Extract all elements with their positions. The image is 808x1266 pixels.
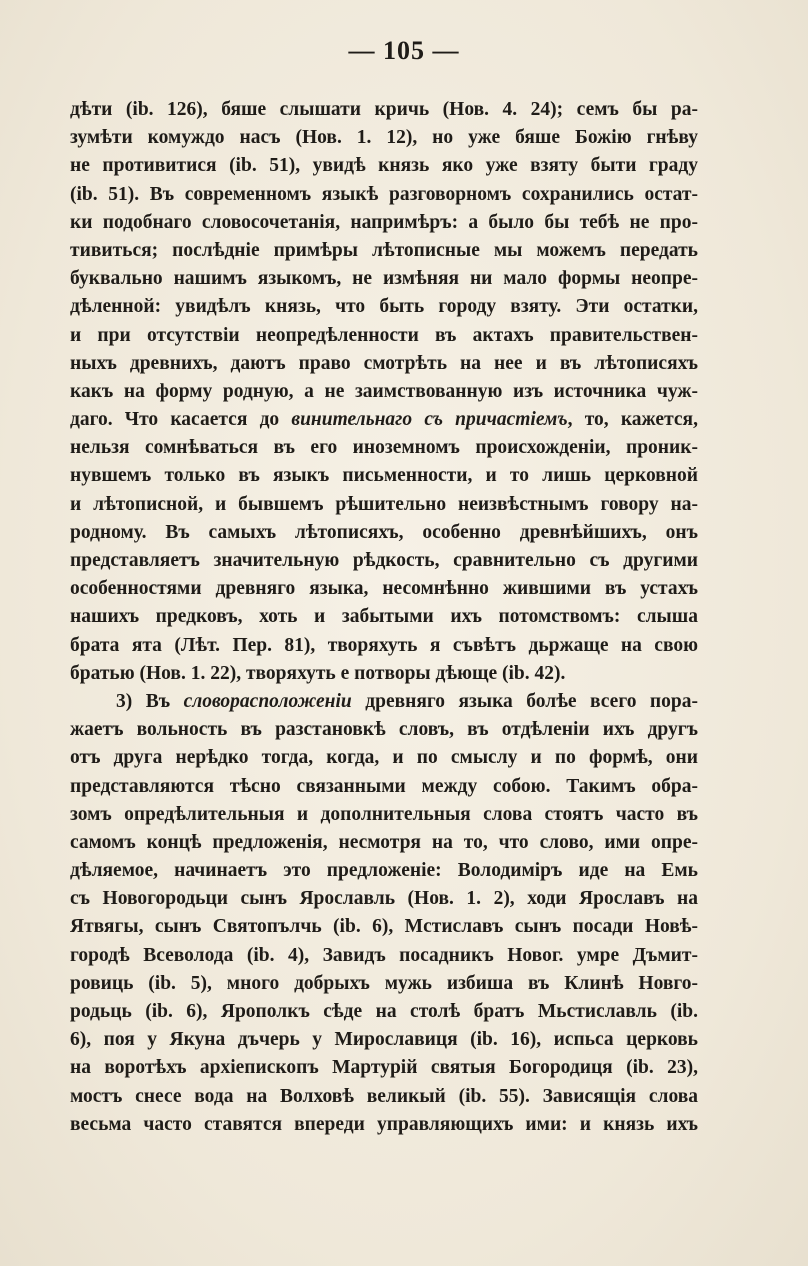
text-span: нувшемъ только въ языкъ письменности, и то лишь церковной — [70, 465, 698, 487]
text-line — [70, 998, 698, 1026]
text-span: особенностями древняго языка, несомнѣнно жившими въ устахъ — [70, 578, 698, 600]
text-span: 6), поя у Якуна дъчерь у Мирославиця (ib. 16), испьса церковь — [70, 1029, 698, 1051]
text-line — [70, 885, 698, 913]
text-line — [70, 491, 698, 519]
text-span: брата ята (Лѣт. Пер. 81), творяхуть я съвѣтъ дьржаще на свою — [70, 634, 698, 656]
text-span: представляетъ значительную рѣдкость, сравнительно съ другими — [70, 550, 698, 571]
text-line — [70, 237, 698, 265]
text-line — [70, 462, 698, 490]
text-line — [70, 773, 698, 801]
text-line — [70, 293, 698, 321]
text-span: и лѣтописной, и бывшемъ рѣшительно неизвѣстнымъ говору на- — [70, 493, 698, 515]
text-span: тивиться; послѣднiе примѣры лѣтописные мы можемъ передать — [70, 239, 698, 261]
text-span: на воротѣхъ архiепископъ Мартурiй святыя Богородиця (ib. 23), — [70, 1057, 698, 1079]
text-line — [70, 1054, 698, 1082]
text-line — [70, 547, 698, 575]
text-line — [70, 322, 698, 350]
text-span: весьма часто ставятся впереди управляющихъ ими: и князь ихъ — [70, 1113, 698, 1135]
text-span: дѣленной: увидѣлъ князь, что быть городу взяту. Эти остатки, — [70, 296, 698, 318]
text-line — [70, 970, 698, 998]
text-span: древняго языка болѣе всего пора- — [351, 690, 698, 712]
text-span: съ Новогородьци сынъ Ярославль (Нов. 1. 2), ходи Ярославъ на — [70, 888, 698, 910]
text-line — [70, 829, 698, 857]
text-line — [70, 632, 698, 660]
text-line — [70, 575, 698, 603]
text-line — [70, 406, 698, 434]
text-span: дѣти (ib. 126), бяше слышати кричь (Нов. 4. 24); семъ бы ра- — [70, 99, 698, 120]
text-span: зумѣти комуждо насъ (Нов. 1. 12), но уже бяше Божiю гнѣву — [70, 127, 698, 149]
text-span: зомъ опредѣлительныя и дополнительныя слова стоятъ часто въ — [70, 803, 698, 825]
text-line — [70, 801, 698, 829]
page-number: — 105 — — [348, 36, 460, 65]
text-span: представляются тѣсно связанными между собою. Такимъ обра- — [70, 775, 698, 797]
text-span: городѣ Всеволода (ib. 4), Завидъ посадникъ Новог. умре Дъмит- — [70, 944, 698, 966]
text-span: братью (Нов. 1. 22), творяхуть е потворы дѣюще (ib. 42). — [70, 662, 566, 684]
text-span: ки подобнаго словосочетанiя, напримѣръ: а было бы тебѣ не про- — [70, 211, 698, 233]
italic-term: словорасположенiи — [183, 690, 352, 712]
text-line — [70, 913, 698, 941]
text-span: ровиць (ib. 5), много добрыхъ мужь избиша въ Клинѣ Новго- — [70, 972, 698, 994]
text-line — [70, 603, 698, 631]
body-text — [70, 96, 698, 1139]
text-span: отъ друга нерѣдко тогда, когда, и по смыслу и по формѣ, они — [70, 747, 698, 769]
text-line — [70, 209, 698, 237]
text-line — [70, 942, 698, 970]
text-line — [70, 857, 698, 885]
text-line — [70, 124, 698, 152]
text-line — [70, 181, 698, 209]
text-span: родьць (ib. 6), Ярополкъ сѣде на столѣ братъ Мьстиславль (ib. — [70, 1001, 698, 1022]
text-span: даго. Что касается до — [70, 409, 292, 431]
text-span: ныхъ древнихъ, даютъ право смотрѣть на нее и въ лѣтописяхъ — [70, 352, 698, 374]
text-line — [70, 350, 698, 378]
text-line — [70, 152, 698, 180]
text-line — [70, 744, 698, 772]
text-line — [70, 378, 698, 406]
text-span: родному. Въ самыхъ лѣтописяхъ, особенно древнѣйшихъ, онъ — [70, 521, 698, 543]
text-line — [70, 1083, 698, 1111]
text-line — [70, 716, 698, 744]
text-line — [70, 265, 698, 293]
text-span: Ятвягы, сынъ Святопълчь (ib. 6), Мстиславъ сынъ посади Новѣ- — [70, 916, 698, 938]
text-line — [70, 96, 698, 124]
text-span: , то, кажется, — [567, 409, 698, 431]
text-line — [70, 660, 698, 688]
text-span: 3) Въ — [116, 690, 184, 712]
text-line — [70, 688, 698, 716]
text-span: нашихъ предковъ, хоть и забытыми ихъ потомствомъ: слыша — [70, 606, 698, 628]
text-line — [70, 434, 698, 462]
text-span: жаетъ вольность въ разстановкѣ словъ, въ отдѣленiи ихъ другъ — [70, 719, 698, 741]
text-span: самомъ концѣ предложенiя, несмотря на то, что слово, ими опре- — [70, 831, 698, 853]
text-line — [70, 1111, 698, 1139]
italic-term: винительнаго съ причастiемъ — [291, 409, 568, 431]
text-span: какъ на форму родную, а не заимствованную изъ источника чуж- — [70, 380, 698, 402]
text-span: дѣляемое, начинаетъ это предложенiе: Володимiръ иде на Емь — [70, 860, 698, 882]
text-span: нельзя сомнѣваться въ его иноземномъ происхожденiи, проник- — [70, 437, 698, 459]
text-line — [70, 519, 698, 547]
text-span: буквально нашимъ языкомъ, не измѣняя ни мало формы неопре- — [70, 268, 698, 290]
text-line — [70, 1026, 698, 1054]
text-span: мостъ снесе вода на Волховѣ великый (ib. 55). Зависящiя слова — [70, 1085, 698, 1107]
text-span: (ib. 51). Въ современномъ языкѣ разговорномъ сохранились остат- — [70, 183, 698, 205]
text-span: не противитися (ib. 51), увидѣ князь яко уже взяту быти граду — [70, 155, 698, 177]
text-span: и при отсутствiи неопредѣленности въ актахъ правительствен- — [70, 324, 698, 346]
